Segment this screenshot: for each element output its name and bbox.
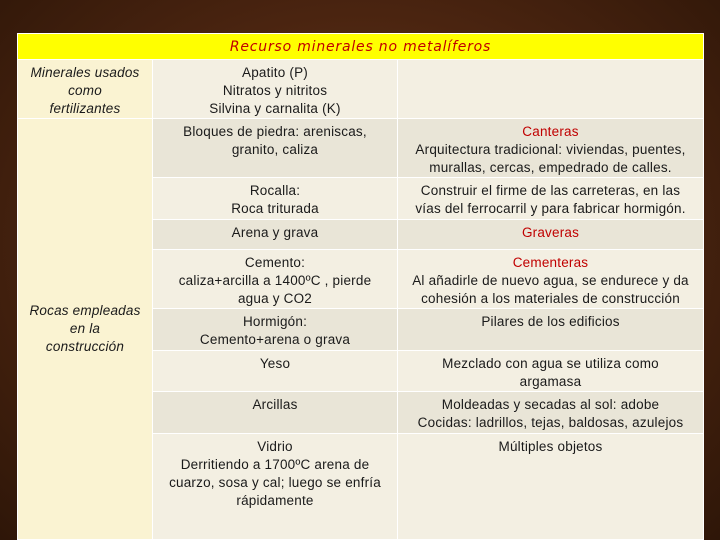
material-cell: Arena y grava xyxy=(153,220,398,250)
material-cell: Cemento: caliza+arcilla a 1400ºC , pierde agua y CO2 xyxy=(153,250,398,309)
use-cell: Pilares de los edificios xyxy=(398,309,704,351)
material-cell: Hormigón: Cemento+arena o grava xyxy=(153,309,398,351)
material-cell: Apatito (P) Nitratos y nitritos Silvina y carnalita (K) xyxy=(153,60,398,119)
use-title-graveras: Graveras xyxy=(521,225,580,240)
use-cell xyxy=(398,250,704,309)
use-cell xyxy=(398,60,704,119)
use-cell: Mezclado con agua se utiliza como argamasa xyxy=(398,351,704,392)
category-fertilizantes: Minerales usados como fertilizantes xyxy=(18,60,153,119)
material-cell: Arcillas xyxy=(153,392,398,434)
category-construccion: Rocas empleadas en la construcción xyxy=(18,119,153,540)
material-cell: Vidrio Derritiendo a 1700ºC arena de cuarzo, sosa y cal; luego se enfría rápidamente xyxy=(153,434,398,540)
table-title: Recurso minerales no metalíferos xyxy=(18,34,704,60)
use-cell xyxy=(398,220,704,250)
material-cell: Rocalla: Roca triturada xyxy=(153,178,398,220)
use-cell xyxy=(398,119,704,178)
use-cell: Múltiples objetos xyxy=(398,434,704,540)
use-cell: Construir el firme de las carreteras, en las vías del ferrocarril y para fabricar hormigón. xyxy=(398,178,704,220)
minerals-table xyxy=(17,33,704,540)
material-cell: Yeso xyxy=(153,351,398,392)
use-text: Arquitectura tradicional: viviendas, puentes, murallas, cercas, empedrado de calles. xyxy=(415,142,686,175)
use-text: Al añadirle de nuevo agua, se endurece y da cohesión a los materiales de construcción xyxy=(412,273,689,306)
use-title-canteras: Canteras xyxy=(522,124,579,139)
table-row xyxy=(18,119,704,178)
table-row xyxy=(18,60,704,119)
use-title-cementeras: Cementeras xyxy=(512,255,589,270)
material-cell: Bloques de piedra: areniscas, granito, caliza xyxy=(153,119,398,178)
use-cell: Moldeadas y secadas al sol: adobe Cocidas: ladrillos, tejas, baldosas, azulejos xyxy=(398,392,704,434)
title-row xyxy=(18,34,704,60)
